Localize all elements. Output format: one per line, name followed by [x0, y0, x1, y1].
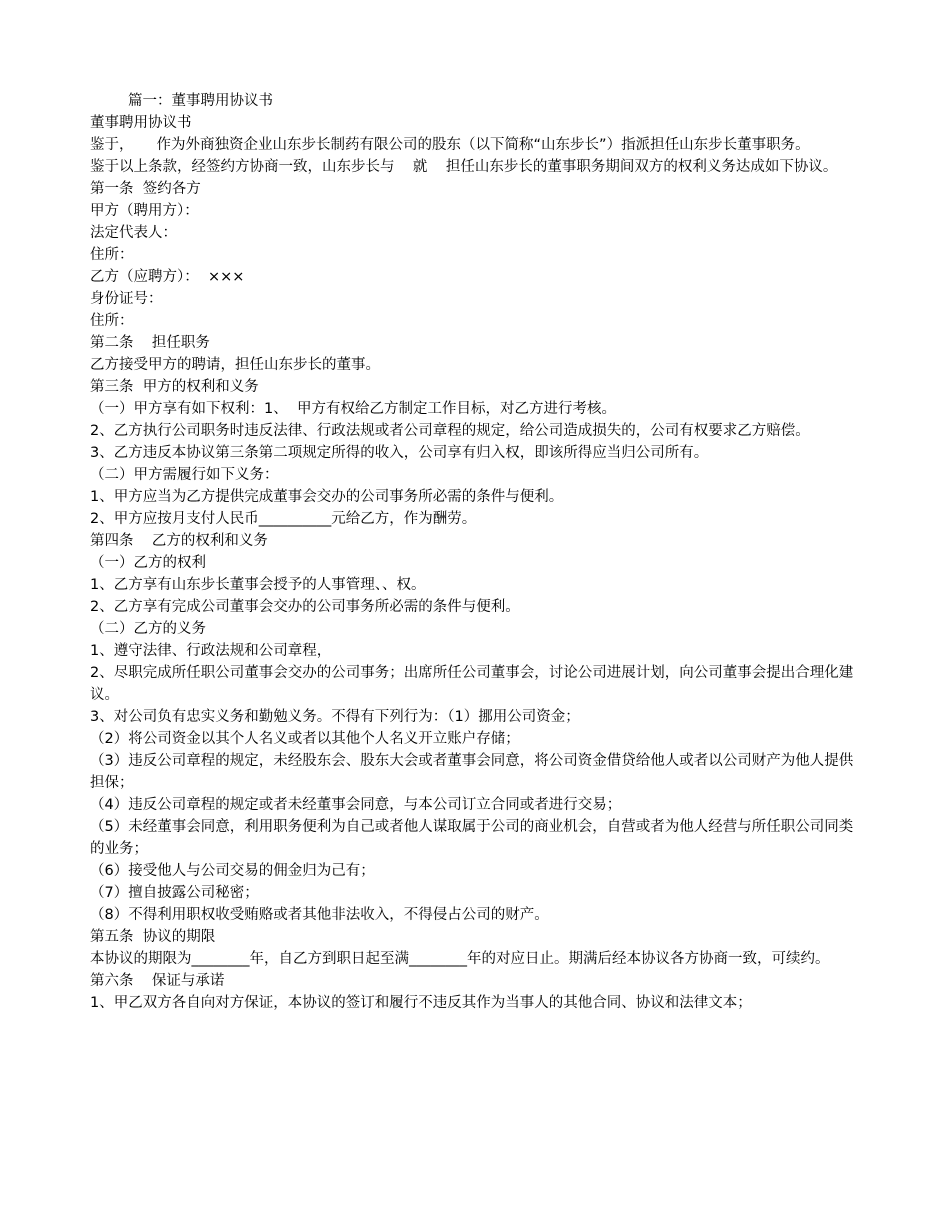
- paragraph: 2、甲方应按月支付人民币__________元给乙方，作为酬劳。: [90, 511, 477, 527]
- paragraph: （4）违反公司章程的规定或者未经董事会同意，与本公司订立合同或者进行交易；: [90, 797, 622, 813]
- paragraph: 住所：: [90, 247, 134, 263]
- paragraph: （8）不得利用职权收受贿赂或者其他非法收入，不得侵占公司的财产。: [90, 907, 549, 923]
- paragraph: 法定代表人：: [90, 225, 177, 241]
- paragraph: 鉴于以上条款，经签约方协商一致，山东步长与 就 担任山东步长的董事职务期间双方的权利义务达成如下协议。: [90, 159, 838, 175]
- paragraph: （2）将公司资金以其个人名义或者以其他个人名义开立账户存储；: [90, 731, 520, 747]
- paragraph: 第二条 担任职务: [90, 335, 210, 351]
- paragraph: 3、乙方违反本协议第三条第二项规定所得的收入，公司享有归入权，即该所得应当归公司所有。: [90, 445, 709, 461]
- paragraph: （5）未经董事会同意，利用职务便利为自己或者他人谋取属于公司的商业机会，自营或者为他人经营与所任职公司同类的业务；: [90, 819, 854, 857]
- paragraph: 本协议的期限为________年，自乙方到职日起至满________年的对应日止。期满后经本协议各方协商一致，可续约。: [90, 951, 830, 967]
- paragraph: （7）擅自披露公司秘密；: [90, 885, 259, 901]
- paragraph: （3）违反公司章程的规定，未经股东会、股东大会或者董事会同意，将公司资金借贷给他人或者以公司财产为他人提供担保；: [90, 753, 854, 791]
- paragraph: 乙方（应聘方）： ×××: [90, 269, 245, 285]
- paragraph: 第四条 乙方的权利和义务: [90, 533, 268, 549]
- paragraph: 1、遵守法律、行政法规和公司章程，: [90, 643, 332, 659]
- paragraph: 董事聘用协议书: [90, 115, 192, 131]
- document-heading: 篇一：董事聘用协议书: [128, 93, 273, 109]
- paragraph: 第五条 协议的期限: [90, 929, 216, 945]
- paragraph: （二）乙方的义务: [90, 621, 206, 637]
- paragraph: 1、乙方享有山东步长董事会授予的人事管理、、权。: [90, 577, 426, 593]
- document-body: [90, 90, 862, 1014]
- paragraph: （一）甲方享有如下权利：1、 甲方有权给乙方制定工作目标，对乙方进行考核。: [90, 401, 616, 417]
- paragraph: 2、尽职完成所任职公司董事会交办的公司事务；出席所任公司董事会，讨论公司进展计划，向公司董事会提出合理化建议。: [90, 665, 854, 703]
- paragraph: （一）乙方的权利: [90, 555, 206, 571]
- paragraph: 1、甲乙双方各自向对方保证，本协议的签订和履行不违反其作为当事人的其他合同、协议和法律文本；: [90, 995, 752, 1011]
- paragraph: 3、对公司负有忠实义务和勤勉义务。不得有下列行为：（1）挪用公司资金；: [90, 709, 580, 725]
- paragraph: 第三条 甲方的权利和义务: [90, 379, 259, 395]
- paragraph: 甲方（聘用方）：: [90, 203, 199, 219]
- paragraph: 第一条 签约各方: [90, 181, 201, 197]
- paragraph: 2、乙方享有完成公司董事会交办的公司事务所必需的条件与便利。: [90, 599, 520, 615]
- paragraph: 住所：: [90, 313, 134, 329]
- paragraph: 2、乙方执行公司职务时违反法律、行政法规或者公司章程的规定，给公司造成损失的，公司有权要求乙方赔偿。: [90, 423, 810, 439]
- paragraph: 乙方接受甲方的聘请，担任山东步长的董事。: [90, 357, 380, 373]
- paragraph: 1、甲方应当为乙方提供完成董事会交办的公司事务所必需的条件与便利。: [90, 489, 564, 505]
- paragraph: 鉴于， 作为外商独资企业山东步长制药有限公司的股东（以下简称“山东步长”）指派担任山东步长董事职务。: [90, 137, 810, 153]
- paragraph: （6）接受他人与公司交易的佣金归为己有；: [90, 863, 375, 879]
- paragraph: 身份证号：: [90, 291, 163, 307]
- paragraph: 第六条 保证与承诺: [90, 973, 225, 989]
- paragraph: （二）甲方需履行如下义务：: [90, 467, 279, 483]
